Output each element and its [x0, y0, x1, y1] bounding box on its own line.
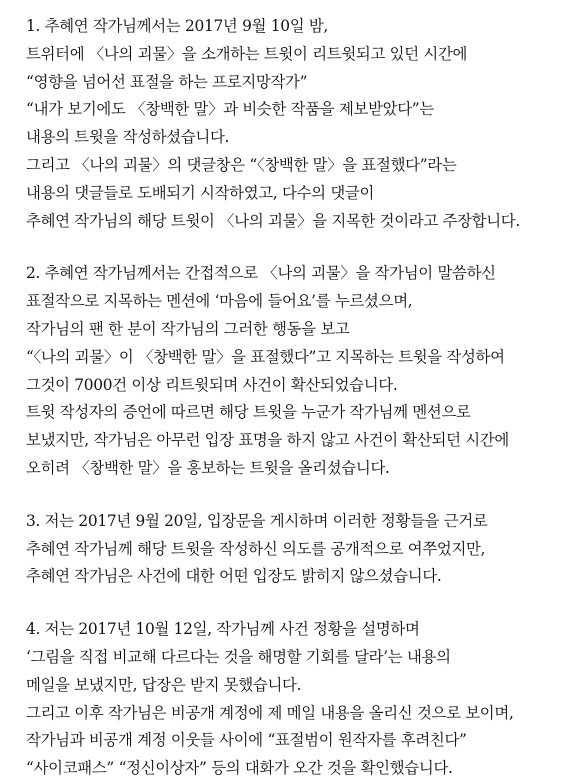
text-line: 작가님의 팬 한 분이 작가님의 그러한 행동을 보고 — [26, 319, 350, 338]
text-line: 추혜연 작가님께 해당 트윗을 작성하신 의도를 공개적으로 여쭈었지만, — [26, 539, 486, 558]
text-line: “사이코패스” “정신이상자” 등의 대화가 오간 것을 확인했습니다. — [26, 759, 453, 778]
text-line: 2. 추혜연 작가님께서는 간접적으로 〈나의 괴물〉을 작가님이 말씀하신 — [26, 264, 496, 283]
text-line: 그것이 7000건 이상 리트윗되며 사건이 확산되었습니다. — [26, 375, 398, 394]
text-line: 내용의 댓글들로 도배되기 시작하였고, 다수의 댓글이 — [26, 183, 375, 202]
text-line: 그리고 이후 작가님은 비공개 계정에 제 메일 내용을 올리신 것으로 보이며, — [26, 703, 514, 722]
text-line: ‘그림을 직접 비교해 다르다는 것을 해명할 기회를 달라’는 내용의 — [26, 647, 451, 666]
paragraph-2 — [26, 260, 580, 482]
text-line: “〈나의 괴물〉이 〈창백한 말〉을 표절했다”고 지목하는 트윗을 작성하여 — [26, 347, 505, 366]
text-line: “영향을 넘어선 표절을 하는 프로지망작가” — [26, 72, 308, 91]
text-line: 오히려 〈창백한 말〉을 홍보하는 트윗을 올리셨습니다. — [26, 458, 390, 477]
text-line: “내가 보기에도 〈창백한 말〉과 비슷한 작품을 제보받았다”는 — [26, 100, 434, 119]
text-line: 표절작으로 지목하는 멘션에 ‘마음에 들어요’를 누르셨으며, — [26, 292, 413, 311]
text-line: 트위터에 〈나의 괴물〉을 소개하는 트윗이 리트윗되고 있던 시간에 — [26, 44, 468, 63]
text-line: 보냈지만, 작가님은 아무런 입장 표명을 하지 않고 사건이 확산되던 시간에 — [26, 431, 509, 450]
text-line: 트윗 작성자의 증언에 따르면 해당 트윗을 누군가 작가님께 멘션으로 — [26, 403, 471, 422]
text-line: 4. 저는 2017년 10월 12일, 작가님께 사건 정황을 설명하며 — [26, 620, 420, 639]
paragraph-3 — [26, 508, 580, 591]
text-line: 내용의 트윗을 작성하셨습니다. — [26, 128, 230, 147]
text-line: 추혜연 작가님의 해당 트윗이 〈나의 괴물〉을 지목한 것이라고 주장합니다. — [26, 211, 520, 230]
text-line: 3. 저는 2017년 9월 20일, 입장문을 게시하며 이러한 정황들을 근거로 — [26, 511, 488, 530]
text-line: 그리고 〈나의 괴물〉의 댓글창은 “〈창백한 말〉을 표절했다”라는 — [26, 155, 457, 174]
text-line: 1. 추혜연 작가님께서는 2017년 9월 10일 밤, — [26, 17, 329, 35]
text-line: 메일을 보냈지만, 답장은 받지 못했습니다. — [26, 675, 302, 694]
paragraph-4 — [26, 616, 580, 783]
text-line: 작가님과 비공개 계정 이웃들 사이에 “표절범이 원작자를 후려친다” — [26, 731, 467, 750]
paragraph-1 — [26, 13, 580, 235]
text-line: 추혜연 작가님은 사건에 대한 어떤 입장도 밝히지 않으셨습니다. — [26, 567, 442, 586]
